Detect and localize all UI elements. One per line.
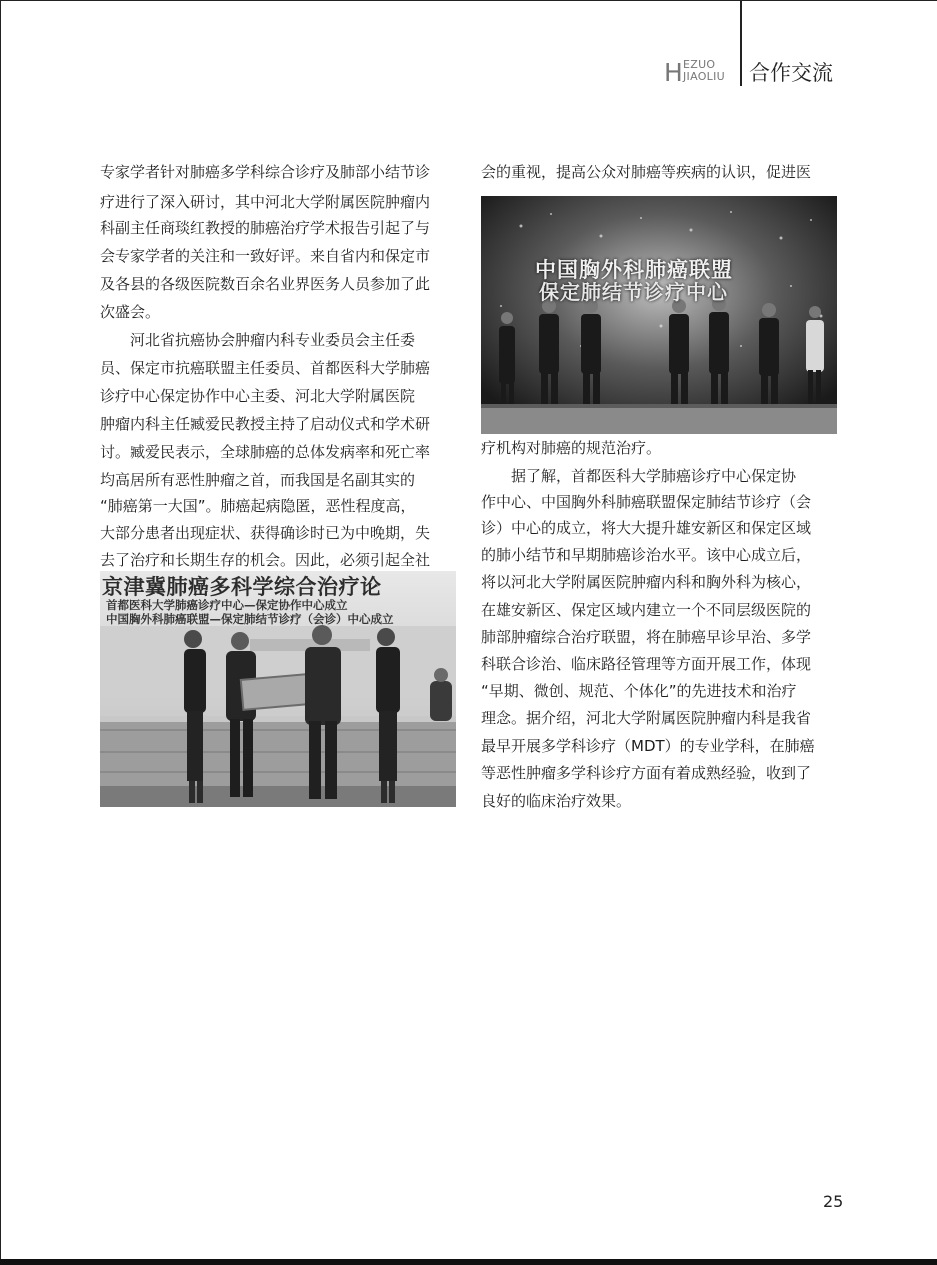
launch-ceremony-photo <box>481 196 837 434</box>
paragraph-line: 良好的临床治疗效果。 <box>481 792 632 810</box>
paragraph-line: 诊）中心的成立，将大大提升雄安新区和保定区域 <box>481 519 812 537</box>
photo-banner-title: 京津冀肺癌多科学综合治疗论 <box>102 574 382 599</box>
paragraph-line: 理念。据介绍，河北大学附属医院肿瘤内科是我省 <box>481 709 812 727</box>
page-number: 25 <box>823 1192 844 1211</box>
section-title: 合作交流 <box>749 61 833 85</box>
paragraph-line: 大部分患者出现症状、获得确诊时已为中晚期，失 <box>100 524 431 542</box>
paragraph-line: 在雄安新区、保定区域内建立一个不同层级医院的 <box>481 601 812 619</box>
paragraph-line: 疗机构对肺癌的规范治疗。 <box>481 439 662 457</box>
paragraph-line: 会的重视，提高公众对肺癌等疾病的认识，促进医 <box>481 163 812 181</box>
paragraph-line: 均高居所有恶性肿瘤之首，而我国是名副其实的 <box>100 471 416 489</box>
paragraph-line: 最早开展多学科诊疗（MDT）的专业学科，在肺癌 <box>481 737 815 755</box>
brand-initial: H <box>664 58 683 87</box>
paragraph-line: 员、保定市抗癌联盟主任委员、首都医科大学肺癌 <box>100 359 431 377</box>
page-frame-left <box>0 0 1 1265</box>
paragraph-line: 讨。臧爱民表示，全球肺癌的总体发病率和死亡率 <box>100 443 431 461</box>
paragraph-line: 去了治疗和长期生存的机会。因此，必须引起全社 <box>100 551 431 569</box>
paragraph-line: 诊疗中心保定协作中心主委、河北大学附属医院 <box>100 387 416 405</box>
stage-screen-title-1: 中国胸外科肺癌联盟 <box>535 258 733 282</box>
paragraph-line: 科联合诊治、临床路径管理等方面开展工作，体现 <box>481 655 812 673</box>
paragraph-line: 肺部肿瘤综合治疗联盟，将在肺癌早诊早治、多学 <box>481 628 812 646</box>
header-divider <box>740 0 742 86</box>
photo-banner-subtitle-1: 首都医科大学肺癌诊疗中心—保定协作中心成立 <box>106 598 348 612</box>
page-frame-bottom <box>0 1259 937 1265</box>
paragraph-line: “早期、微创、规范、个体化”的先进技术和治疗 <box>481 682 797 700</box>
paragraph-line: 将以河北大学附属医院肿瘤内科和胸外科为核心， <box>481 573 812 591</box>
paragraph-line: 作中心、中国胸外科肺癌联盟保定肺结节诊疗（会 <box>481 493 812 511</box>
brand-line-2: JIAOLIU <box>683 70 726 83</box>
paragraph-line: 及各县的各级医院数百余名业界医务人员参加了此 <box>100 275 431 293</box>
paragraph-line: 河北省抗癌协会肿瘤内科专业委员会主任委 <box>130 331 416 349</box>
paragraph-line: 肿瘤内科主任臧爱民教授主持了启动仪式和学术研 <box>100 415 431 433</box>
paragraph-line: 的肺小结节和早期肺癌诊治水平。该中心成立后， <box>481 546 812 564</box>
paragraph-line: 次盛会。 <box>100 303 161 321</box>
paragraph-line: “肺癌第一大国”。肺癌起病隐匿，恶性程度高， <box>100 497 416 515</box>
photo-banner-subtitle-2: 中国胸外科肺癌联盟—保定肺结节诊疗（会诊）中心成立 <box>106 612 394 626</box>
paragraph-line: 据了解，首都医科大学肺癌诊疗中心保定协 <box>511 467 797 485</box>
paragraph-line: 专家学者针对肺癌多学科综合诊疗及肺部小结节诊 <box>100 163 431 181</box>
paragraph-line: 科副主任商琰红教授的肺癌治疗学术报告引起了与 <box>100 219 431 237</box>
brand-line-1: EZUO <box>683 58 716 71</box>
page-frame-top <box>0 0 937 1</box>
paragraph-line: 等恶性肿瘤多学科诊疗方面有着成熟经验，收到了 <box>481 764 812 782</box>
ceremony-photo <box>100 571 456 807</box>
paragraph-line: 会专家学者的关注和一致好评。来自省内和保定市 <box>100 247 431 265</box>
launch-ceremony-scene <box>481 196 837 434</box>
stage-screen-title-2: 保定肺结节诊疗中心 <box>539 280 728 304</box>
paragraph-line: 疗进行了深入研讨，其中河北大学附属医院肿瘤内 <box>100 193 431 211</box>
